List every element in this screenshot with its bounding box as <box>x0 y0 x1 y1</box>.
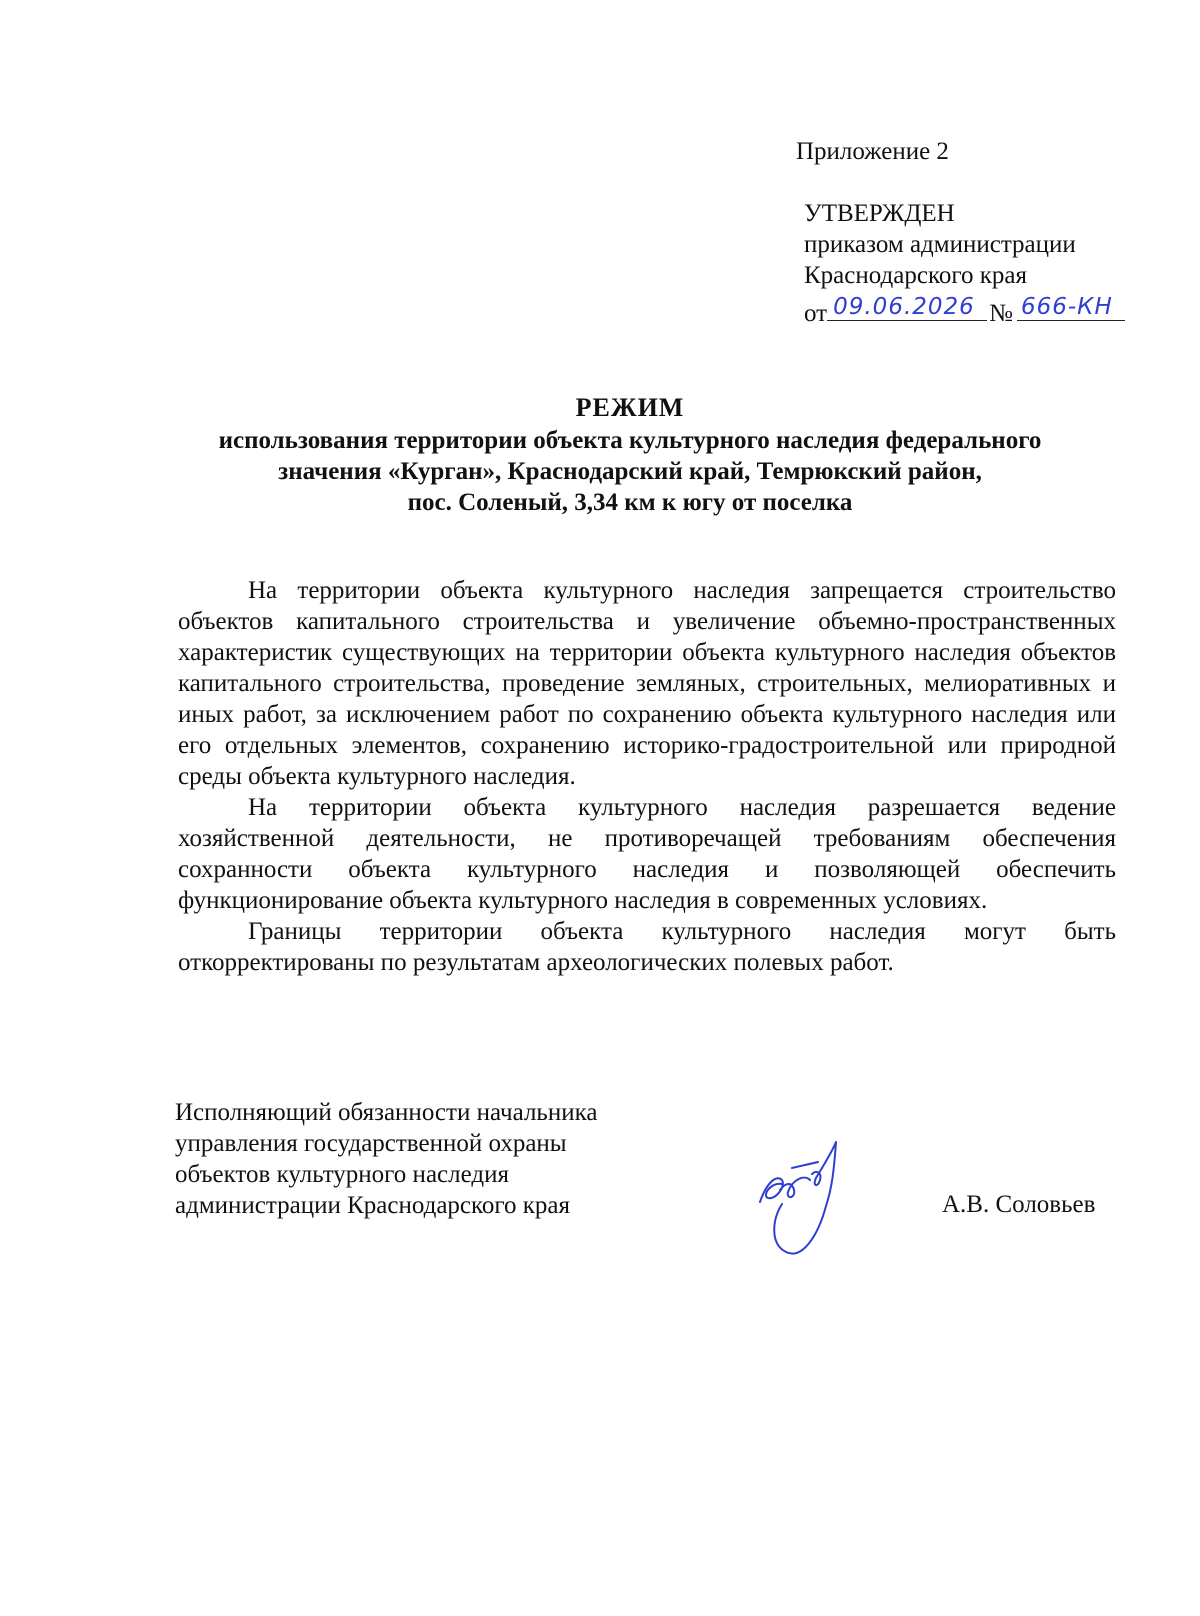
body-paragraph: Границы территории объекта культурного наследия могут быть откорректированы по результатам археологических полевых работ. <box>178 918 1116 976</box>
signer-position-line-4: администрации Краснодарского края <box>175 1192 571 1219</box>
approval-status: УТВЕРЖДЕН <box>804 200 955 227</box>
title-line-2: значения «Курган», Краснодарский край, Темрюкский район, <box>278 458 982 485</box>
title-heading: РЕЖИМ <box>575 393 685 422</box>
body-paragraph: На территории объекта культурного наследия разрешается ведение хозяйственной деятельности, не противоречащей требованиям обеспечения сохранности объекта культурного наследия и позволяющей обеспечить функционирование объекта культурного наследия в современных условиях. <box>178 794 1116 914</box>
handwritten-signature <box>752 1140 862 1300</box>
title-line-3: пос. Соленый, 3,34 км к югу от поселка <box>407 489 853 516</box>
signer-position-line-2: управления государственной охраны <box>175 1130 567 1157</box>
approval-stamp-block <box>804 198 1076 291</box>
handwritten-number: 666-КН <box>1020 294 1113 320</box>
number-label: № <box>989 300 1013 327</box>
signer-position <box>175 1097 597 1221</box>
approval-date-number-row <box>804 294 1125 329</box>
approval-line-1: приказом администрации <box>804 231 1076 258</box>
body-paragraph: На территории объекта культурного наследия запрещается строительство объектов капитального строительства и увеличение объемно-пространственных характеристик существующих на территории объекта культурного наследия объектов капитального строительства, проведение земляных, строительных, мелиоративных и иных работ, за исключением работ по сохранению объекта культурного наследия или его отдельных элементов, сохранению историко-градостроительной или природной среды объекта культурного наследия. <box>178 577 1116 790</box>
signer-name: А.В. Соловьев <box>942 1191 1096 1218</box>
document-body <box>178 575 1116 978</box>
date-field <box>827 294 987 321</box>
signer-position-line-1: Исполняющий обязанности начальника <box>175 1099 598 1126</box>
signer-position-line-3: объектов культурного наследия <box>175 1161 509 1188</box>
title-line-1: использования территории объекта культурного наследия федерального <box>218 427 1042 454</box>
approval-line-2: Краснодарского края <box>804 262 1027 289</box>
handwritten-date: 09.06.2026 <box>833 294 975 320</box>
from-label: от <box>804 300 828 327</box>
appendix-label: Приложение 2 <box>796 138 949 165</box>
document-title <box>150 392 1110 518</box>
number-field <box>1017 294 1125 321</box>
